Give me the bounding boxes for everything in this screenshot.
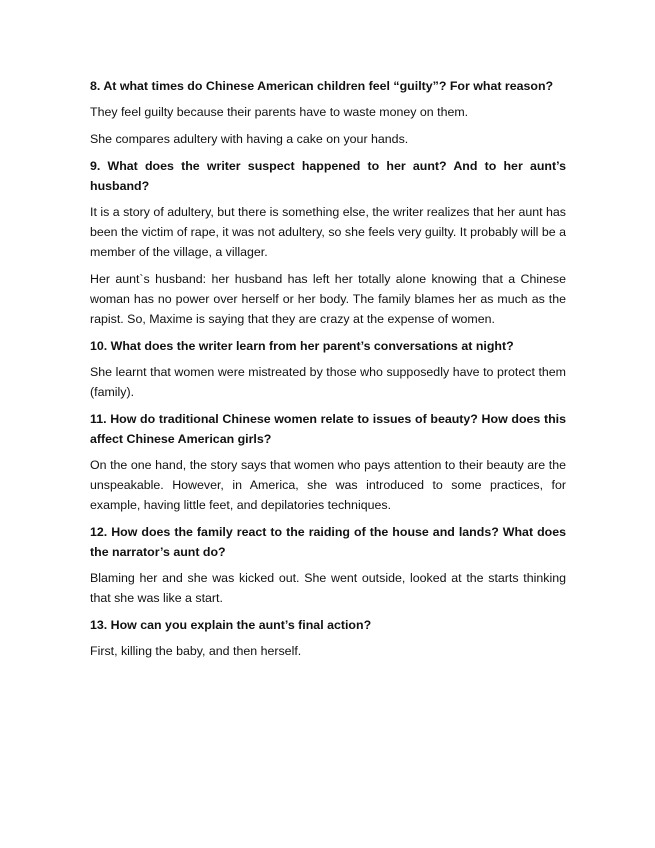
answer-9-paragraph-1: It is a story of adultery, but there is something else, the writer realizes that her aunt has been the victim of rape, it was not adultery, so she feels very guilty. It probably will be a member of the village, a villager. — [90, 205, 566, 259]
question-13: 13. How can you explain the aunt’s final action? — [90, 618, 372, 632]
question-12: 12. How does the family react to the raiding of the house and lands? What does the narrator’s aunt do? — [90, 525, 566, 559]
question-10: 10. What does the writer learn from her parent’s conversations at night? — [90, 339, 514, 353]
answer-13: First, killing the baby, and then herself. — [90, 644, 302, 658]
question-8: 8. At what times do Chinese American children feel “guilty”? For what reason? — [90, 79, 554, 93]
answer-12: Blaming her and she was kicked out. She went outside, looked at the starts thinking that she was like a start. — [90, 571, 566, 605]
question-11: 11. How do traditional Chinese women relate to issues of beauty? How does this affect Chinese American girls? — [90, 412, 566, 446]
question-9: 9. What does the writer suspect happened to her aunt? And to her aunt’s husband? — [90, 159, 566, 193]
answer-9-paragraph-2: Her aunt`s husband: her husband has left her totally alone knowing that a Chinese woman has no power over herself or her body. The family blames her as much as the rapist. So, Maxime is saying that they are crazy at the expense of women. — [90, 272, 566, 326]
answer-11: On the one hand, the story says that women who pays attention to their beauty are the unspeakable. However, in America, she was introduced to some practices, for example, having little feet, and depilatories techniques. — [90, 458, 566, 512]
answer-10: She learnt that women were mistreated by those who supposedly have to protect them (family). — [90, 365, 566, 399]
document-body — [90, 76, 566, 668]
answer-8-paragraph-2: She compares adultery with having a cake on your hands. — [90, 132, 409, 146]
answer-8-paragraph-1: They feel guilty because their parents have to waste money on them. — [90, 105, 469, 119]
